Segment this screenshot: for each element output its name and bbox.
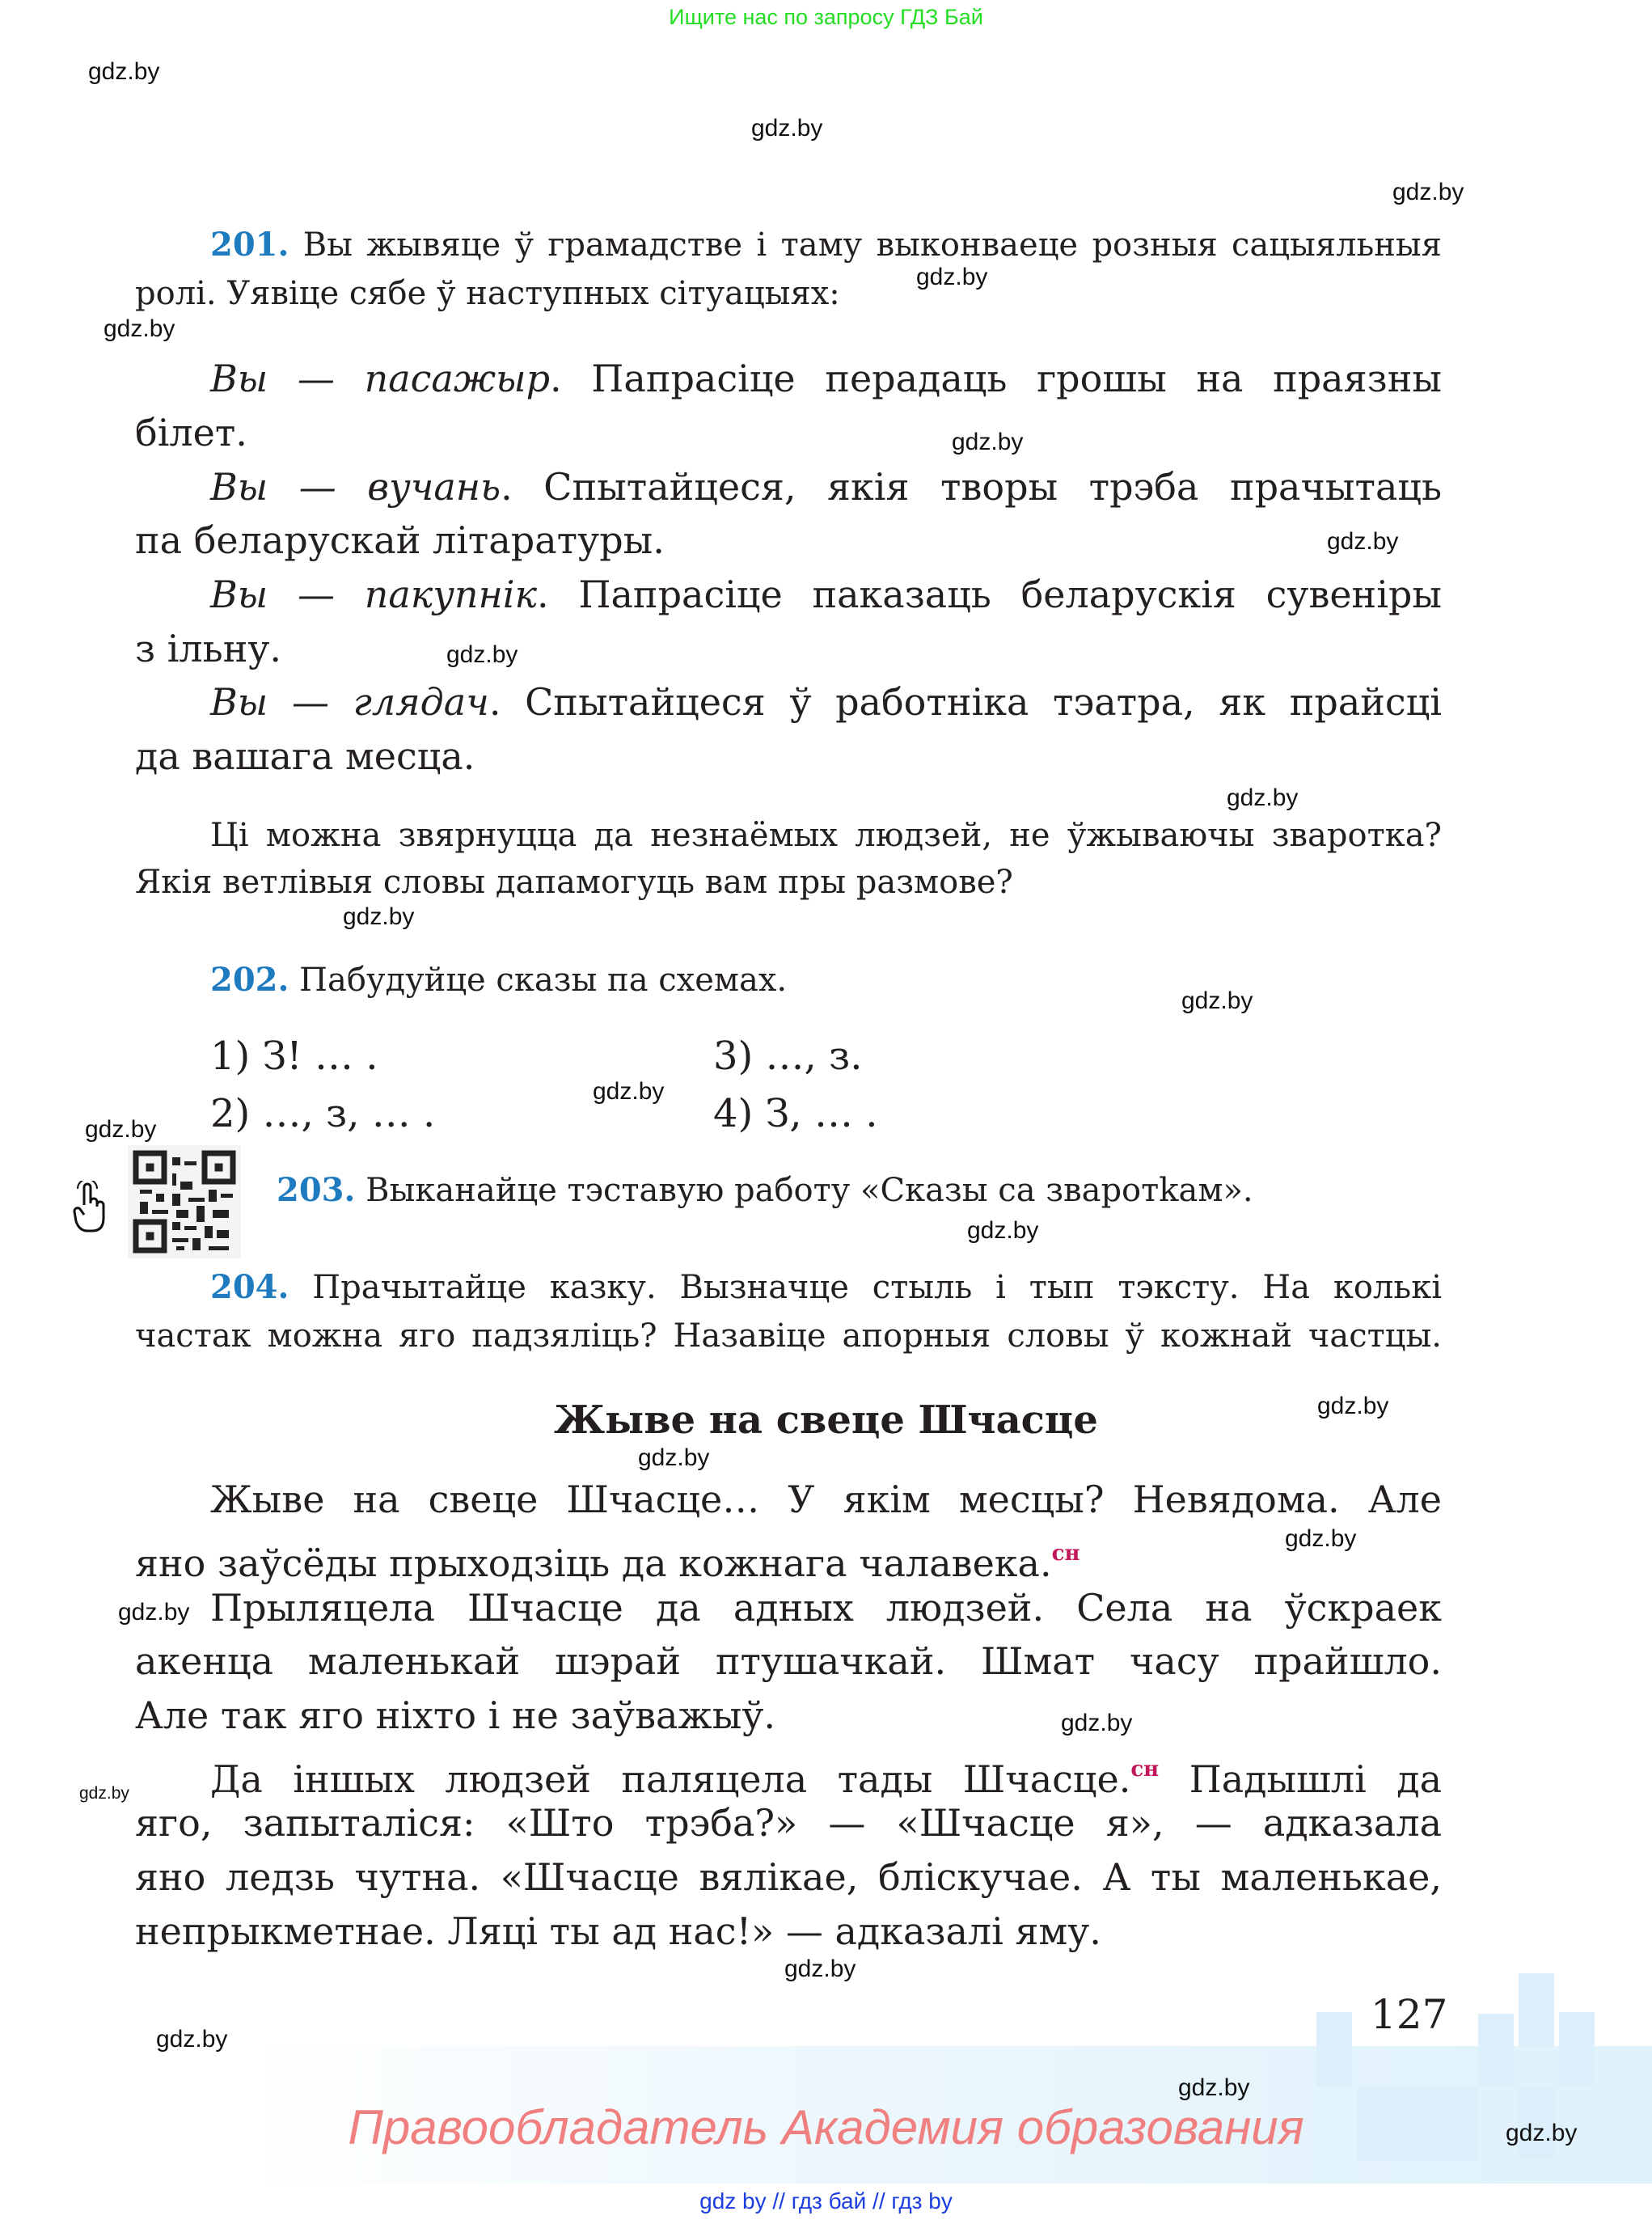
story-line: Жыве на свеце Шчасце… У якім месцы? Невядома. Але	[210, 1478, 1442, 1521]
hand-pointer-icon	[71, 1181, 108, 1234]
footnote-mark: сн	[1130, 1757, 1160, 1782]
role-line: да вашага месца.	[135, 734, 475, 778]
story-line	[135, 1531, 1080, 1586]
story-line: яго, запыталіся: «Што трэба?» — «Шчасце я», — адказала	[135, 1801, 1442, 1845]
watermark: gdz.by	[1227, 784, 1299, 811]
role-line: з ільну.	[135, 627, 282, 670]
watermark: gdz.by	[1285, 1525, 1357, 1552]
story-text: Да іншых людзей паляцела тады Шчасце.	[210, 1757, 1131, 1801]
watermark: gdz.by	[952, 429, 1024, 455]
role-italic: Вы — глядач	[210, 680, 489, 724]
role-line: білет.	[135, 411, 247, 455]
question-line: Якія ветлівыя словы дапамогуць вам пры размове?	[135, 864, 1013, 901]
story-line: Але так яго ніхто і не заўважыў.	[135, 1693, 776, 1737]
bottom-links[interactable]: gdz by // гдз бай // гдз by	[699, 2188, 953, 2213]
watermark: gdz.by	[1181, 987, 1253, 1014]
role-text: . Папрасіце паказаць беларускія сувеніры	[537, 573, 1442, 616]
exercise-203	[277, 1170, 1253, 1211]
decor-square	[1478, 2014, 1514, 2087]
role-italic: Вы — пасажыр	[210, 357, 551, 400]
exercise-number: 204.	[210, 1268, 289, 1306]
watermark: gdz.by	[79, 1784, 129, 1803]
exercise-201-line: ролі. Уявіце сябе ў наступных сітуацыях:	[135, 275, 840, 312]
watermark: gdz.by	[1061, 1710, 1133, 1736]
exercise-number: 203.	[277, 1171, 356, 1209]
exercise-number: 202.	[210, 961, 289, 999]
watermark: gdz.by	[88, 58, 160, 85]
story-title: Жыве на свеце Шчасце	[554, 1397, 1098, 1443]
watermark: gdz.by	[784, 1956, 856, 1982]
decor-square	[1519, 1973, 1554, 2048]
question-line: Ці можна звярнуцца да незнаёмых людзей, не ўжываючы зваротка?	[210, 817, 1442, 854]
role-italic: Вы — вучань	[210, 465, 501, 509]
role-text: . Спытайцеся ў работніка тэатра, як прайсці	[488, 680, 1442, 724]
watermark: gdz.by	[1506, 2120, 1578, 2146]
watermark: gdz.by	[638, 1444, 710, 1471]
role-line	[210, 464, 1442, 509]
watermark: gdz.by	[967, 1217, 1039, 1244]
role-text: . Папрасіце перадаць грошы на праязны	[550, 357, 1442, 400]
story-text: яно заўсёды прыходзіць да кожнага чалавека.	[135, 1541, 1052, 1585]
footnote-mark: сн	[1051, 1541, 1080, 1566]
qr-code[interactable]	[128, 1145, 241, 1258]
watermark: gdz.by	[85, 1116, 157, 1143]
test-link[interactable]: Выканайце тэставую работу «Сказы са зваротkам».	[365, 1172, 1253, 1209]
role-line: па беларускай літаратуры.	[135, 518, 665, 562]
watermark: gdz.by	[1327, 528, 1399, 555]
watermark: gdz.by	[751, 115, 823, 142]
search-hint: Ищите нас по запросу ГДЗ Бай	[669, 5, 983, 29]
scheme-1: 1) З! … .	[210, 1034, 378, 1079]
exercise-204-line	[210, 1267, 1442, 1308]
role-italic: Вы — пакупнік	[210, 573, 538, 616]
role-line	[210, 572, 1442, 617]
scheme-2: 2) …, з, … .	[210, 1091, 436, 1136]
watermark: gdz.by	[156, 2026, 228, 2053]
watermark: gdz.by	[916, 264, 988, 290]
story-text: Падышлі да	[1189, 1757, 1442, 1801]
role-line	[210, 679, 1442, 725]
story-line	[210, 1747, 1442, 1802]
decor-square	[1316, 2012, 1352, 2087]
exercise-201-line	[210, 225, 1442, 265]
exercise-text: Прачытайце казку. Вызначце стыль і тып тэксту. На колькі	[312, 1269, 1442, 1306]
watermark: gdz.by	[1178, 2074, 1250, 2101]
watermark: gdz.by	[1317, 1393, 1389, 1419]
role-line	[210, 356, 1442, 401]
watermark: gdz.by	[118, 1599, 190, 1626]
exercise-text: Вы жывяце ў грамадстве і таму выконваеце розныя сацыяльныя	[302, 226, 1442, 264]
scheme-3: 3) …, з.	[713, 1034, 863, 1079]
watermark: gdz.by	[1392, 179, 1464, 205]
copyright-notice: Правообладатель Академия образования	[348, 2100, 1304, 2154]
story-line: непрыкметнае. Ляці ты ад нас!» — адказалі яму.	[135, 1909, 1101, 1953]
story-line: яно ледзь чутна. «Шчасце вялікае, бліскучае. А ты маленькае,	[135, 1855, 1442, 1899]
watermark: gdz.by	[593, 1078, 665, 1105]
watermark: gdz.by	[343, 903, 415, 930]
page-number: 127	[1371, 1991, 1448, 2038]
exercise-202	[210, 960, 787, 1000]
decor-square	[1559, 2012, 1595, 2087]
exercise-number: 201.	[210, 226, 289, 264]
story-line: Прыляцела Шчасце да адных людзей. Села на ўскраек	[210, 1586, 1442, 1630]
exercise-204-line: частак можна яго падзяліць? Назавіце апорныя словы ў кожнай частцы.	[135, 1317, 1442, 1355]
story-line: акенца маленькай шэрай птушачкай. Шмат часу прайшло.	[135, 1639, 1442, 1683]
exercise-text: Пабудуйце сказы па схемах.	[299, 962, 788, 999]
watermark: gdz.by	[104, 315, 175, 342]
role-text: . Спытайцеся, якія творы трэба прачытаць	[501, 465, 1442, 509]
scheme-4: 4) З, … .	[713, 1091, 878, 1136]
watermark: gdz.by	[446, 641, 518, 668]
